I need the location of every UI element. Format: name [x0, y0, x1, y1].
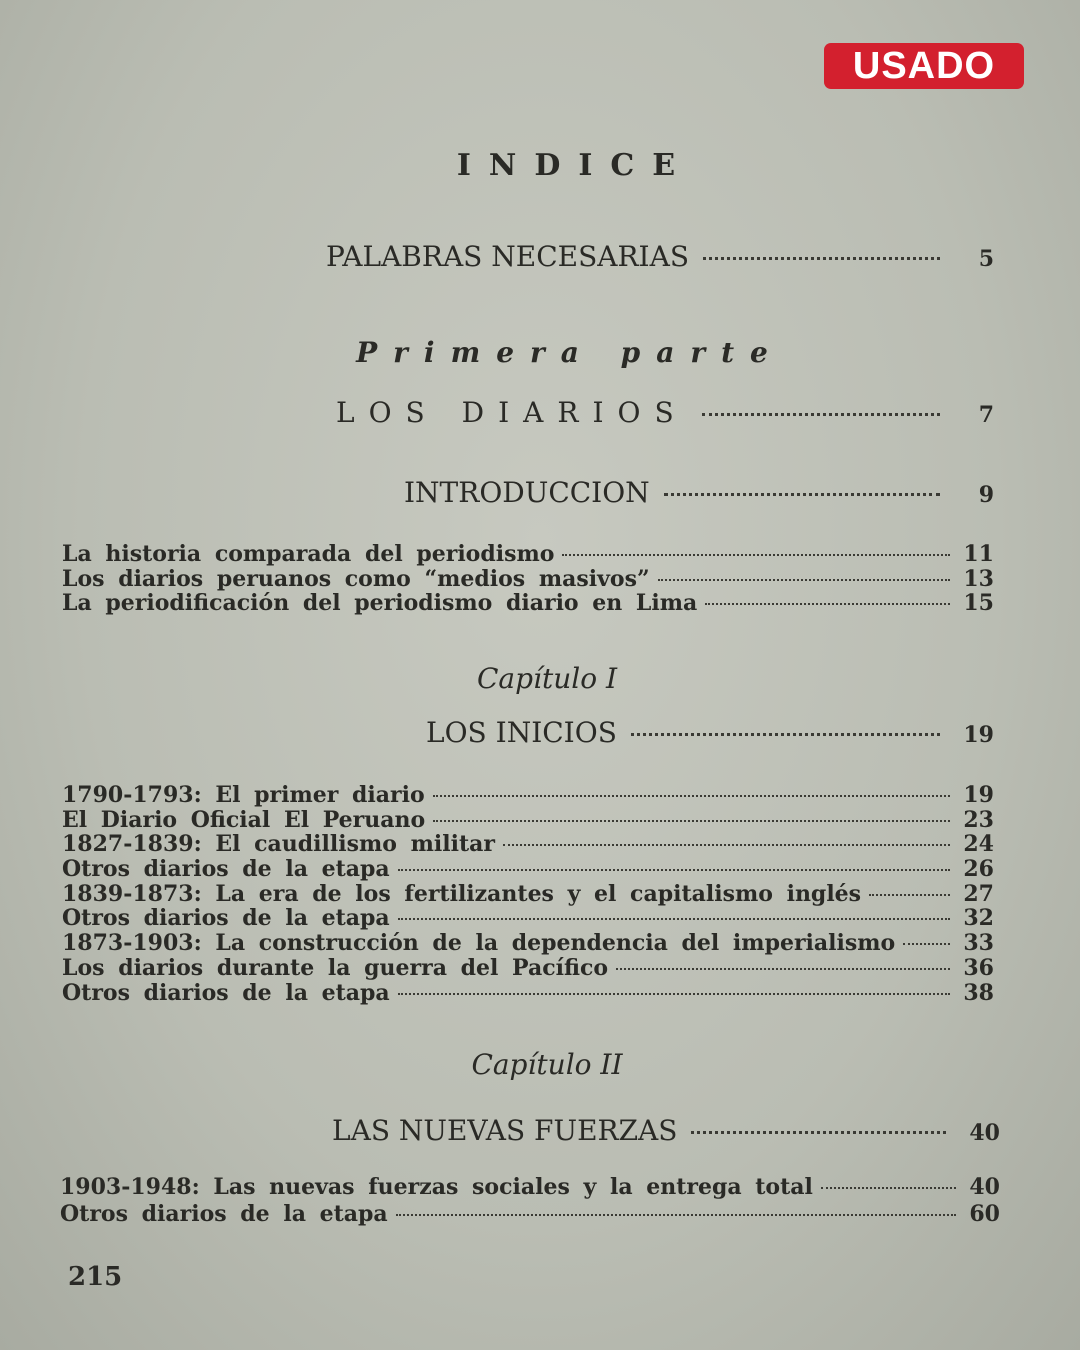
- toc-entry-page: 33: [963, 930, 994, 957]
- toc-entry-page: 36: [963, 954, 994, 981]
- toc-entry-text: 1873-1903: La construcción de la dependencia del imperialismo: [62, 930, 896, 957]
- toc-chapter-2-row: [332, 1114, 1000, 1147]
- toc-entry: [62, 856, 994, 881]
- toc-entry: [62, 905, 994, 930]
- used-badge: USADO: [824, 43, 1024, 89]
- toc-entry-page: 24: [963, 831, 994, 858]
- dot-leader: [616, 968, 950, 970]
- toc-entry-text: 1827-1839: El caudillismo militar: [62, 831, 495, 858]
- toc-front-title: PALABRAS NECESARIAS: [326, 240, 690, 273]
- toc-entry-page: 11: [963, 541, 994, 567]
- toc-entry: [62, 955, 994, 980]
- toc-entry-page: 15: [963, 590, 994, 617]
- part-label: Primera parte: [356, 336, 784, 369]
- toc-intro-row: [404, 476, 994, 509]
- toc-entry: [62, 566, 994, 591]
- dot-leader: [869, 894, 950, 896]
- toc-chapter-1-row: [426, 716, 994, 749]
- toc-entry-page: 26: [963, 856, 994, 883]
- toc-part-row: [336, 396, 994, 429]
- toc-entry-text: Otros diarios de la etapa: [60, 1201, 388, 1227]
- toc-chapter-2-title: LAS NUEVAS FUERZAS: [332, 1114, 678, 1147]
- dot-leader: [658, 579, 950, 581]
- intro-entries: [62, 541, 994, 615]
- page-number: 215: [68, 1262, 123, 1292]
- toc-entry-page: 13: [963, 565, 994, 592]
- chapter-2-label: Capítulo II: [471, 1048, 623, 1081]
- chapter-2-entries: [60, 1174, 1000, 1228]
- toc-entry-text: Otros diarios de la etapa: [62, 856, 390, 883]
- toc-front-page: 5: [978, 246, 994, 272]
- dot-leader: [562, 554, 950, 556]
- toc-entry-page: 23: [963, 806, 994, 833]
- toc-intro-title: INTRODUCCION: [404, 476, 650, 509]
- dot-leader: [703, 257, 940, 260]
- toc-entry-page: 19: [963, 782, 994, 808]
- dot-leader: [903, 943, 950, 945]
- dot-leader: [691, 1131, 946, 1134]
- toc-chapter-2-page: 40: [969, 1120, 1000, 1146]
- toc-entry: [60, 1174, 1000, 1201]
- toc-entry: [62, 930, 994, 955]
- toc-entry-page: 40: [969, 1174, 1000, 1200]
- toc-part-title: LOS DIARIOS: [336, 396, 688, 429]
- dot-leader: [702, 413, 940, 416]
- toc-entry: [62, 590, 994, 615]
- toc-entry: [62, 881, 994, 906]
- index-title: INDICE: [456, 148, 694, 183]
- chapter-1-label: Capítulo I: [476, 662, 618, 695]
- toc-entry-text: 1790-1793: El primer diario: [62, 782, 425, 808]
- toc-entry-page: 38: [963, 979, 994, 1006]
- toc-entry: [62, 980, 994, 1005]
- toc-intro-page: 9: [978, 482, 994, 508]
- toc-chapter-1-title: LOS INICIOS: [426, 716, 617, 749]
- toc-entry-text: La periodificación del periodismo diario en Lima: [62, 590, 698, 617]
- toc-entry: [62, 807, 994, 832]
- toc-entry-text: La historia comparada del periodismo: [62, 541, 555, 567]
- dot-leader: [398, 869, 950, 871]
- toc-entry: [62, 782, 994, 807]
- toc-entry-text: El Diario Oficial El Peruano: [62, 806, 426, 833]
- dot-leader: [398, 993, 950, 995]
- toc-entry-page: 60: [969, 1201, 1000, 1227]
- dot-leader: [433, 820, 950, 822]
- toc-entry-text: Otros diarios de la etapa: [62, 979, 390, 1006]
- dot-leader: [664, 493, 940, 496]
- toc-part-page: 7: [978, 402, 994, 428]
- toc-entry-text: Otros diarios de la etapa: [62, 905, 390, 932]
- toc-entry: [60, 1201, 1000, 1228]
- dot-leader: [705, 603, 950, 605]
- dot-leader: [396, 1214, 956, 1216]
- toc-entry-text: Los diarios durante la guerra del Pacífico: [62, 954, 609, 981]
- dot-leader: [821, 1187, 956, 1189]
- toc-entry: [62, 831, 994, 856]
- toc-entry-page: 27: [963, 880, 994, 907]
- chapter-1-entries: [62, 782, 994, 1004]
- dot-leader: [631, 733, 940, 736]
- toc-entry-text: 1903-1948: Las nuevas fuerzas sociales y la entrega total: [60, 1174, 813, 1200]
- toc-entry-text: 1839-1873: La era de los fertilizantes y el capitalismo inglés: [62, 880, 862, 907]
- dot-leader: [433, 795, 950, 797]
- dot-leader: [398, 918, 950, 920]
- toc-front-row: [326, 240, 994, 273]
- dot-leader: [503, 844, 950, 846]
- toc-entry-page: 32: [963, 905, 994, 932]
- toc-entry: [62, 541, 994, 566]
- toc-entry-text: Los diarios peruanos como “medios masivos”: [62, 565, 650, 592]
- toc-chapter-1-page: 19: [963, 722, 994, 748]
